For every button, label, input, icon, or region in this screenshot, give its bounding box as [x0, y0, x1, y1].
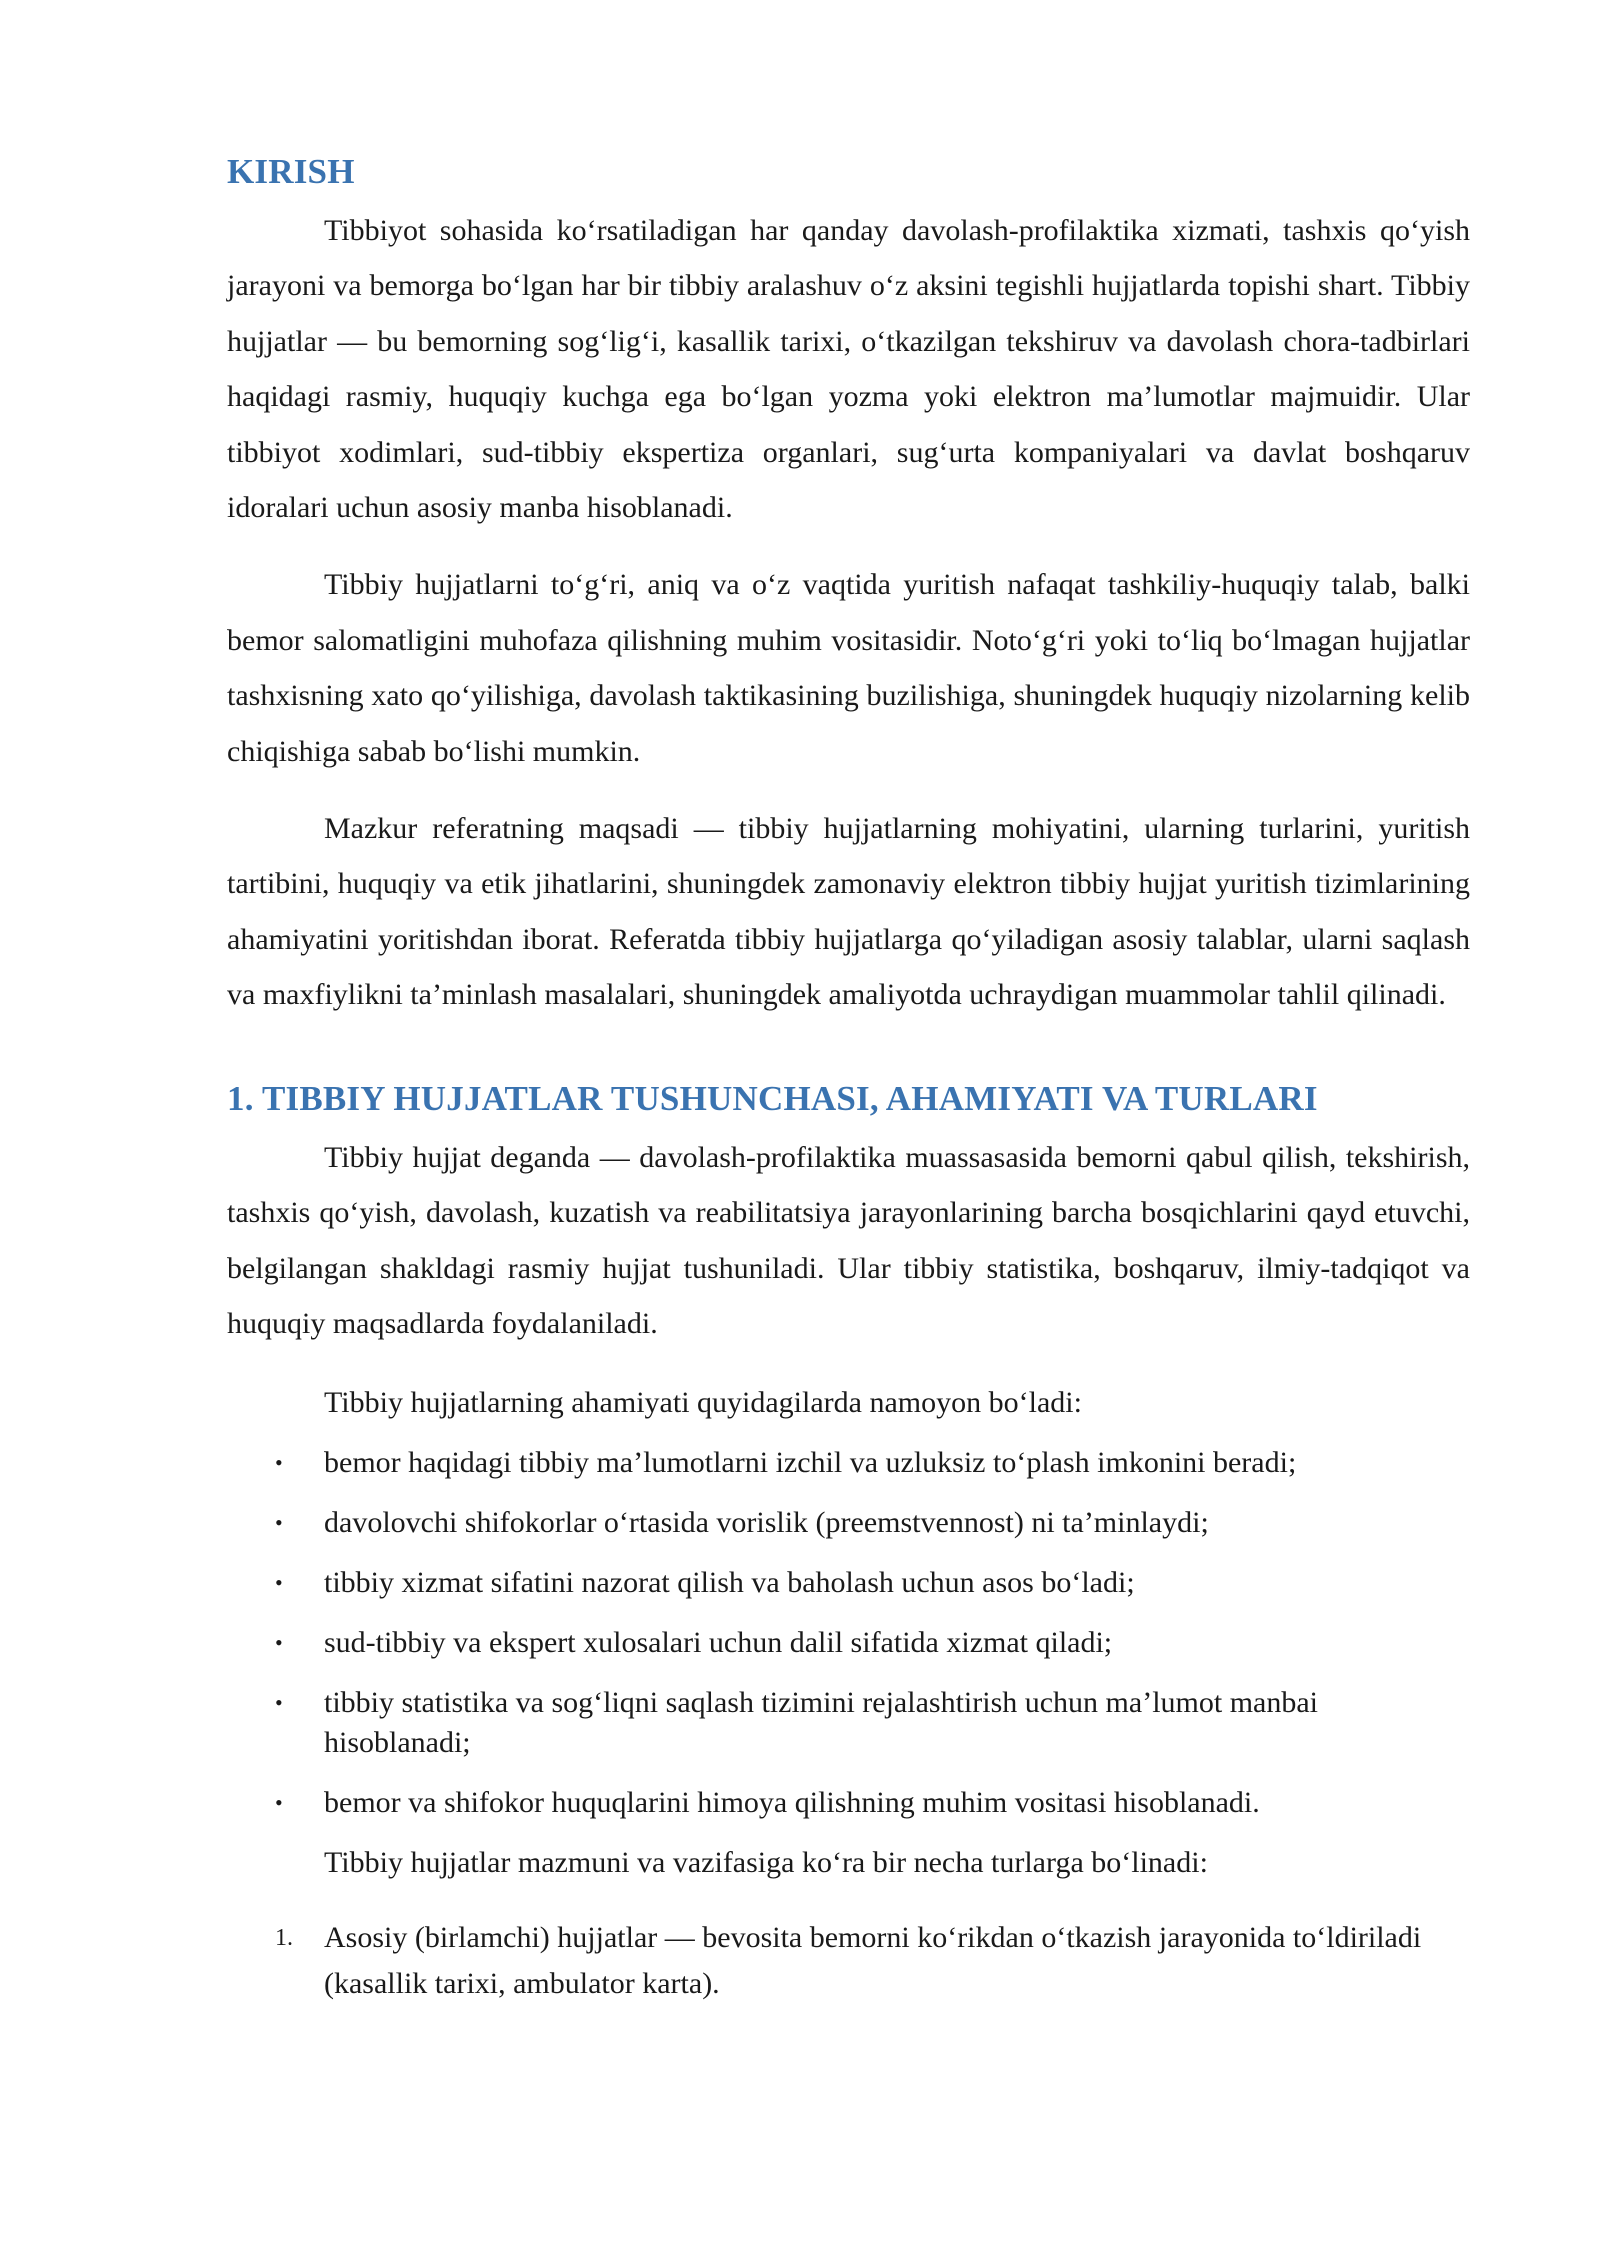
list-item: [227, 1443, 1470, 1483]
bullet-icon: •: [275, 1450, 283, 1476]
turlar-numbered-list: [227, 1915, 1470, 2007]
bullet-icon: •: [275, 1510, 283, 1536]
list-item-text: tibbiy xizmat sifatini nazorat qilish va baholash uchun asos bo‘ladi;: [324, 1566, 1135, 1600]
paragraph-kirish-3: Mazkur referatning maqsadi — tibbiy hujjatlarning mohiyatini, ularning turlarini, yuritish tartibini, huquqiy va etik jihatlarini, shuningdek zamonaviy elektron tibbiy hujjat yuritish tizimlarining ahamiyatini yoritishdan iborat. Referatda tibbiy hujjatlarga qo‘yiladigan asosiy talablar, ularni saqlash va maxfiylikni ta’minlash masalalari, shuningdek amaliyotda uchraydigan muammolar tahlil qilinadi.: [227, 812, 1470, 1012]
turlar-lead-in: Tibbiy hujjatlar mazmuni va vazifasiga ko‘ra bir necha turlarga bo‘linadi:: [324, 1846, 1208, 1880]
ahamiyat-bullet-list: [227, 1443, 1470, 1823]
list-item-text: bemor va shifokor huquqlarini himoya qilishning muhim vositasi hisoblanadi.: [324, 1786, 1260, 1820]
heading-section-1: 1. TIBBIY HUJJATLAR TUSHUNCHASI, AHAMIYATI VA TURLARI: [227, 1078, 1318, 1118]
list-item-text: bemor haqidagi tibbiy ma’lumotlarni izchil va uzluksiz to‘plash imkonini beradi;: [324, 1446, 1297, 1480]
bullet-icon: •: [275, 1570, 283, 1596]
list-item: [227, 1683, 1470, 1763]
heading-kirish: KIRISH: [227, 152, 355, 191]
list-item-number: 1.: [275, 1925, 293, 1952]
paragraph-section-1: Tibbiy hujjat deganda — davolash-profilaktika muassasasida bemorni qabul qilish, tekshirish, tashxis qo‘yish, davolash, kuzatish va reabilitatsiya jarayonlarining barcha bosqichlarini qayd etuvchi, belgilangan shakldagi rasmiy hujjat tushuniladi. Ular tibbiy statistika, boshqaruv, ilmiy-tadqiqot va huquqiy maqsadlarda foydalaniladi.: [227, 1140, 1470, 1340]
list-item: [227, 1623, 1470, 1663]
bullet-icon: •: [275, 1630, 283, 1656]
ahamiyat-lead-in: Tibbiy hujjatlarning ahamiyati quyidagilarda namoyon bo‘ladi:: [324, 1386, 1082, 1420]
bullet-icon: •: [275, 1690, 283, 1716]
paragraph-kirish-2: Tibbiy hujjatlarni to‘g‘ri, aniq va o‘z vaqtida yuritish nafaqat tashkiliy-huquqiy talab, balki bemor salomatligini muhofaza qilishning muhim vositasidir. Noto‘g‘ri yoki to‘liq bo‘lmagan hujjatlar tashxisning xato qo‘yilishiga, davolash taktikasining buzilishiga, shuningdek huquqiy nizolarning kelib chiqishiga sabab bo‘lishi mumkin.: [227, 568, 1470, 768]
list-item: [227, 1783, 1470, 1823]
list-item-text: tibbiy statistika va sog‘liqni saqlash tizimini rejalashtirish uchun ma’lumot manbai hisoblanadi;: [324, 1686, 1318, 1760]
list-item: [227, 1915, 1470, 2007]
list-item: [227, 1503, 1470, 1543]
paragraph-kirish-1: Tibbiyot sohasida ko‘rsatiladigan har qanday davolash-profilaktika xizmati, tashxis qo‘yish jarayoni va bemorga bo‘lgan har bir tibbiy aralashuv o‘z aksini tegishli hujjatlarda topishi shart. Tibbiy hujjatlar — bu bemorning sog‘lig‘i, kasallik tarixi, o‘tkazilgan tekshiruv va davolash chora-tadbirlari haqidagi rasmiy, huquqiy kuchga ega bo‘lgan yozma yoki elektron ma’lumotlar majmuidir. Ular tibbiyot xodimlari, sud-tibbiy ekspertiza organlari, sug‘urta kompaniyalari va davlat boshqaruv idoralari uchun asosiy manba hisoblanadi.: [227, 214, 1470, 525]
list-item-text: Asosiy (birlamchi) hujjatlar — bevosita bemorni ko‘rikdan o‘tkazish jarayonida to‘ldiriladi (kasallik tarixi, ambulator karta).: [324, 1921, 1422, 2001]
list-item-text: davolovchi shifokorlar o‘rtasida vorislik (preemstvennost) ni ta’minlaydi;: [324, 1506, 1209, 1540]
bullet-icon: •: [275, 1790, 283, 1816]
list-item-text: sud-tibbiy va ekspert xulosalari uchun dalil sifatida xizmat qiladi;: [324, 1626, 1113, 1660]
list-item: [227, 1563, 1470, 1603]
